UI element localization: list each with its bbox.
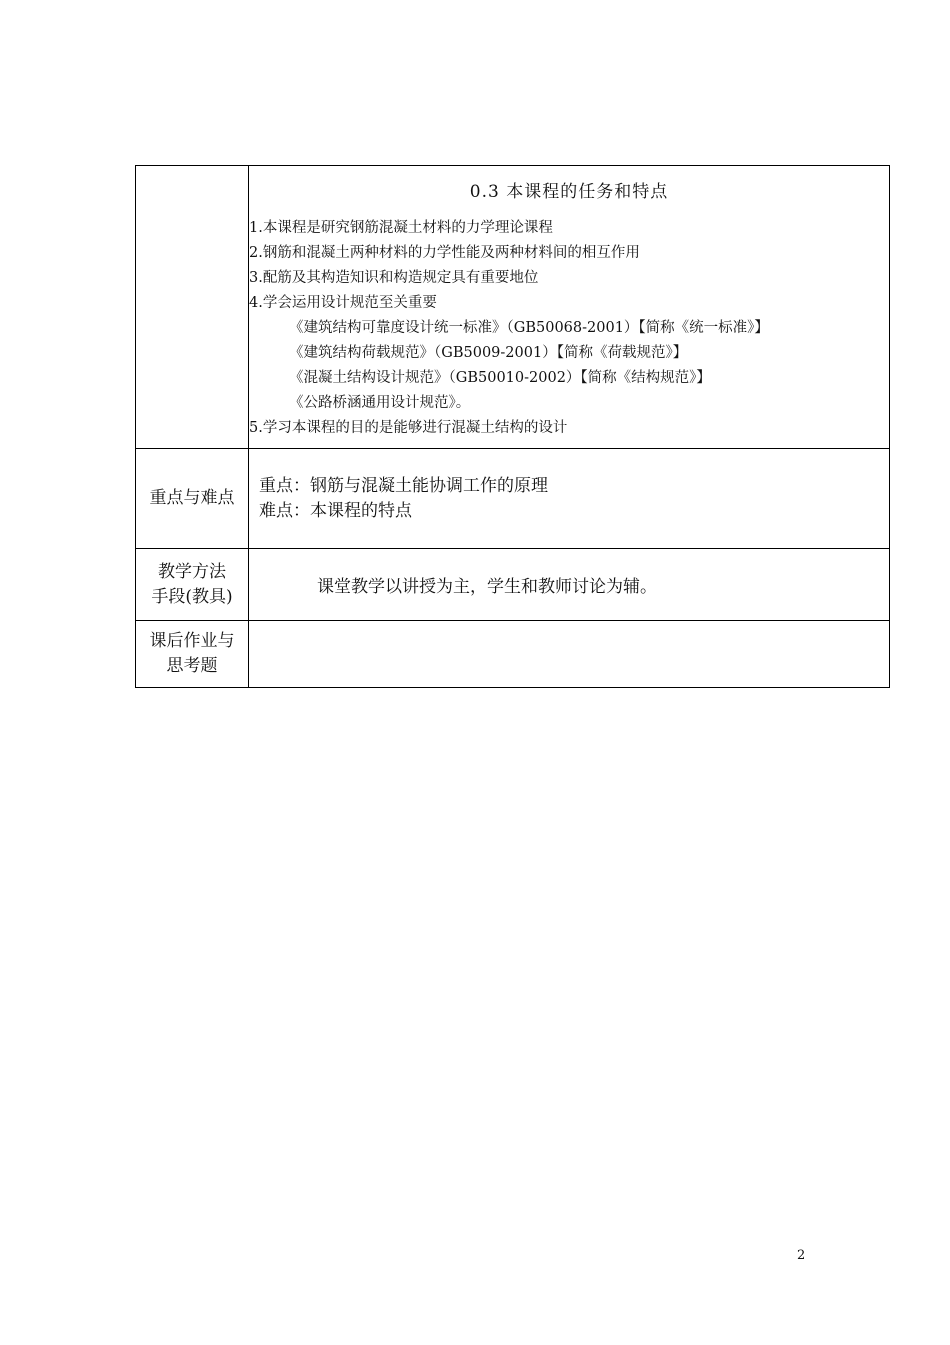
key-difficulty-row [136,449,890,549]
section-title: 0.3 本课程的任务和特点 [469,182,669,202]
homework-label-line2: 思考题 [166,656,218,676]
list-item: 5.学习本课程的目的是能够进行混凝土结构的设计 [249,420,568,436]
page-number: 2 [797,1248,806,1263]
homework-cell [249,621,890,688]
difficulty-text: 难点：本课程的特点 [259,500,412,521]
list-item: 3.配筋及其构造知识和构造规定具有重要地位 [249,270,539,286]
list-item: 2.钢筋和混凝土两种材料的力学性能及两种材料间的相互作用 [249,245,640,261]
content-row [136,166,890,449]
method-label-line1: 教学方法 [158,561,226,582]
method-label-line2: 手段(教具) [151,586,233,607]
method-row [136,549,890,621]
method-label [136,549,249,621]
homework-row [136,621,890,688]
lesson-plan-table [135,165,890,688]
key-point-text: 重点：钢筋与混凝土能协调工作的原理 [259,475,548,496]
content-label-cell [136,166,249,449]
method-cell [249,549,890,621]
spec-item: 《公路桥涵通用设计规范》。 [289,395,471,411]
content-cell [249,166,890,449]
method-text: 课堂教学以讲授为主，学生和教师讨论为辅。 [317,577,657,597]
spec-item: 《混凝土结构设计规范》（GB50010-2002）【简称《结构规范》】 [289,370,711,386]
list-item: 1.本课程是研究钢筋混凝土材料的力学理论课程 [249,220,553,236]
spec-item: 《建筑结构荷载规范》（GB5009-2001）【简称《荷载规范》】 [289,345,688,361]
key-difficulty-cell [249,449,890,549]
list-item: 4.学会运用设计规范至关重要 [249,295,437,311]
homework-label-line1: 课后作业与 [149,631,235,651]
key-difficulty-label: 重点与难点 [136,449,249,549]
spec-item: 《建筑结构可靠度设计统一标准》（GB50068-2001）【简称《统一标准》】 [289,320,769,336]
homework-label [136,621,249,688]
